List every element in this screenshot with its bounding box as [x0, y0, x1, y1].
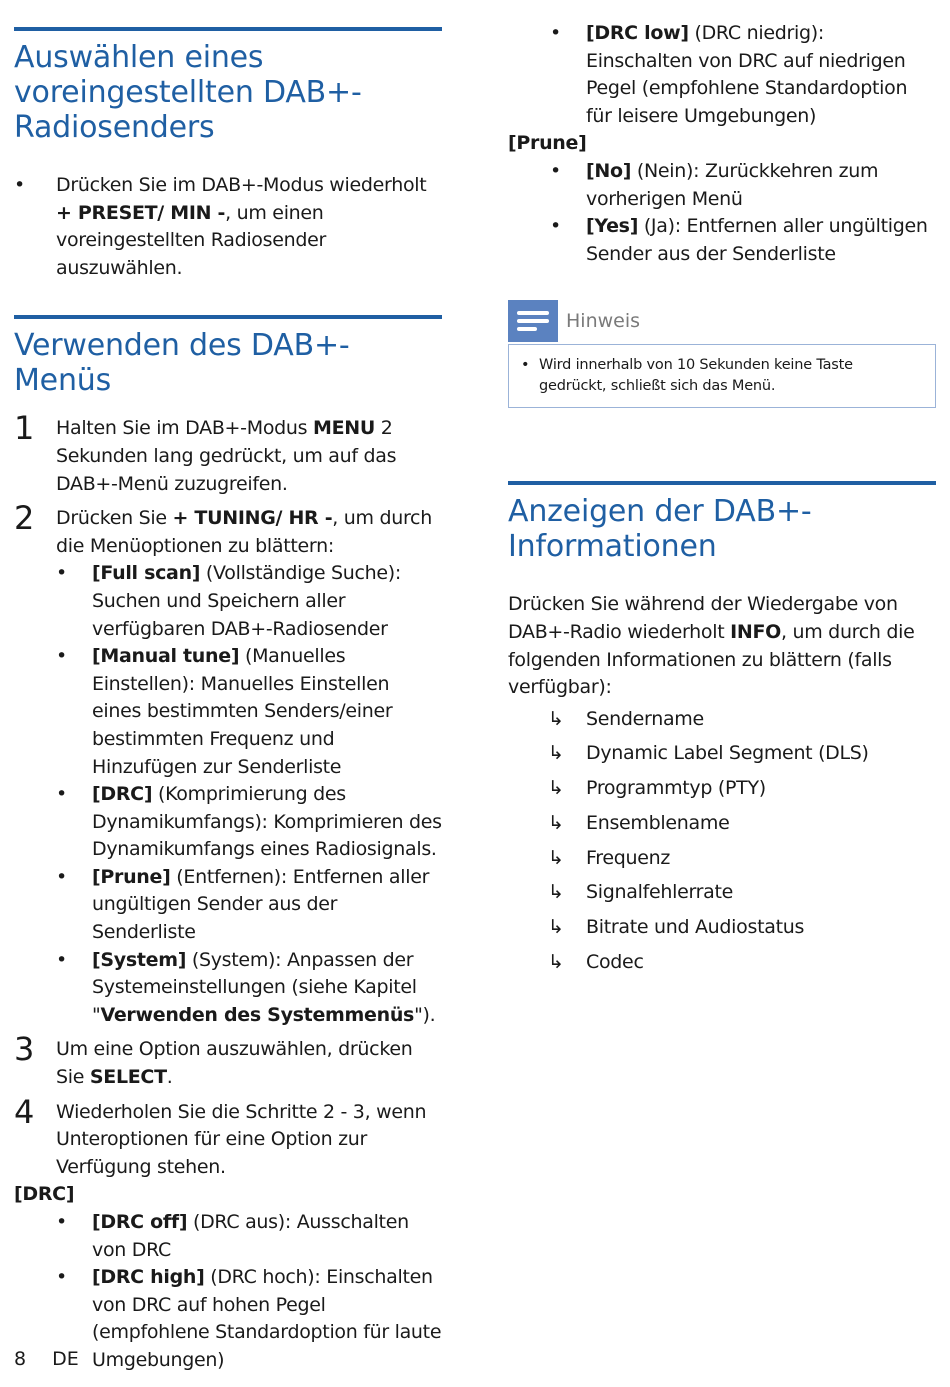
page-footer — [14, 1348, 79, 1370]
note-text: Wird innerhalb von 10 Sekunden keine Taste gedrückt, schließt sich das Menü. — [539, 357, 853, 395]
step-4: 4 Wiederholen Sie die Schritte 2 - 3, wenn Unteroptionen für eine Option zur Verfügung stehen. — [14, 1092, 427, 1178]
section-title-menu: Verwenden des DAB+-Menüs — [14, 328, 350, 399]
step-2: 2 Drücken Sie + TUNING/ HR -, um durch die Menüoptionen zu blättern: — [14, 499, 432, 557]
prune-label: [Prune] — [508, 132, 587, 155]
bullet-dot: • — [14, 174, 25, 196]
info-item: ↳ Frequenz — [508, 841, 936, 876]
step-number: 1 — [14, 409, 35, 448]
section-rule — [14, 315, 442, 319]
preset-bullet: • Drücken Sie im DAB+-Modus wiederholt + PRESET/ MIN -, um einen voreingestellten Radiosender auszuwählen. — [14, 174, 427, 279]
arrow-icon: ↳ — [548, 915, 564, 938]
step-number: 2 — [14, 499, 35, 538]
right-column — [508, 0, 936, 979]
option-system: • [System] (System): Anpassen der Systemeinstellungen (siehe Kapitel "Verwenden des Systemmenüs"). — [56, 948, 436, 1026]
section-rule — [508, 481, 936, 485]
prune-no-item: • [No] (Nein): Zurückkehren zum vorherigen Menü — [550, 159, 879, 210]
drc-label: [DRC] — [14, 1183, 75, 1206]
info-item: ↳ Ensemblename — [508, 806, 936, 841]
drc-low-item: • [DRC low] (DRC niedrig): Einschalten von DRC auf niedrigen Pegel (empfohlene Standardoption für leisere Umgebungen) — [550, 22, 908, 127]
arrow-icon: ↳ — [548, 777, 564, 800]
arrow-icon: ↳ — [548, 846, 564, 869]
drc-high-item: • [DRC high] (DRC hoch): Einschalten von DRC auf hohen Pegel (empfohlene Standardoption für laute Umgebungen) — [56, 1266, 442, 1371]
language-code: DE — [52, 1348, 79, 1370]
section-rule — [14, 27, 442, 31]
arrow-icon: ↳ — [548, 950, 564, 973]
page-number: 8 — [14, 1348, 27, 1370]
step-3: 3 Um eine Option auszuwählen, drücken Sie SELECT. — [14, 1030, 413, 1089]
section-title-info: Anzeigen der DAB+-Informationen — [508, 494, 812, 565]
note-label: Hinweis — [566, 310, 641, 333]
info-item: ↳ Bitrate und Audiostatus — [508, 910, 936, 945]
option-full-scan: • [Full scan] (Vollständige Suche): Suchen und Speichern aller verfügbaren DAB+-Radiosender — [56, 562, 402, 640]
option-drc: • [DRC] (Komprimierung des Dynamikumfangs): Komprimieren des Dynamikumfangs eines Radiosignals. — [56, 783, 442, 861]
left-column — [14, 0, 442, 1375]
note-icon — [508, 300, 558, 342]
option-prune: • [Prune] (Entfernen): Entfernen aller ungültigen Sender aus der Senderliste — [56, 865, 430, 944]
arrow-icon: ↳ — [548, 811, 564, 834]
option-manual-tune: • [Manual tune] (Manuelles Einstellen): Manuelles Einstellen eines bestimmten Senders/einer bestimmten Frequenz und Hinzufügen zur Senderliste — [56, 645, 393, 778]
note-header — [508, 300, 936, 342]
info-intro: Drücken Sie während der Wiedergabe von DAB+-Radio wiederholt INFO, um durch die folgenden Informationen zu blättern (falls verfügbar): — [508, 593, 915, 699]
step-number: 3 — [14, 1030, 35, 1069]
info-item: ↳ Signalfehlerrate — [508, 875, 936, 910]
info-item: ↳ Dynamic Label Segment (DLS) — [508, 736, 936, 771]
step-1: 1 Halten Sie im DAB+-Modus MENU 2 Sekunden lang gedrückt, um auf das DAB+-Menü zuzugreifen. — [14, 409, 397, 495]
info-list — [508, 702, 936, 980]
drc-off-item: • [DRC off] (DRC aus): Ausschalten von DRC — [56, 1211, 409, 1261]
info-item: ↳ Programmtyp (PTY) — [508, 771, 936, 806]
prune-yes-item: • [Yes] (Ja): Entfernen aller ungültigen Sender aus der Senderliste — [550, 215, 928, 265]
arrow-icon: ↳ — [548, 881, 564, 904]
arrow-icon: ↳ — [548, 742, 564, 765]
arrow-icon: ↳ — [548, 707, 564, 730]
info-item: ↳ Sendername — [508, 702, 936, 737]
note-box: • Wird innerhalb von 10 Sekunden keine Taste gedrückt, schließt sich das Menü. — [508, 344, 936, 408]
info-item: ↳ Codec — [508, 945, 936, 980]
step-number: 4 — [14, 1092, 35, 1131]
section-title-preset: Auswählen eines voreingestellten DAB+-Radiosenders — [14, 40, 362, 145]
